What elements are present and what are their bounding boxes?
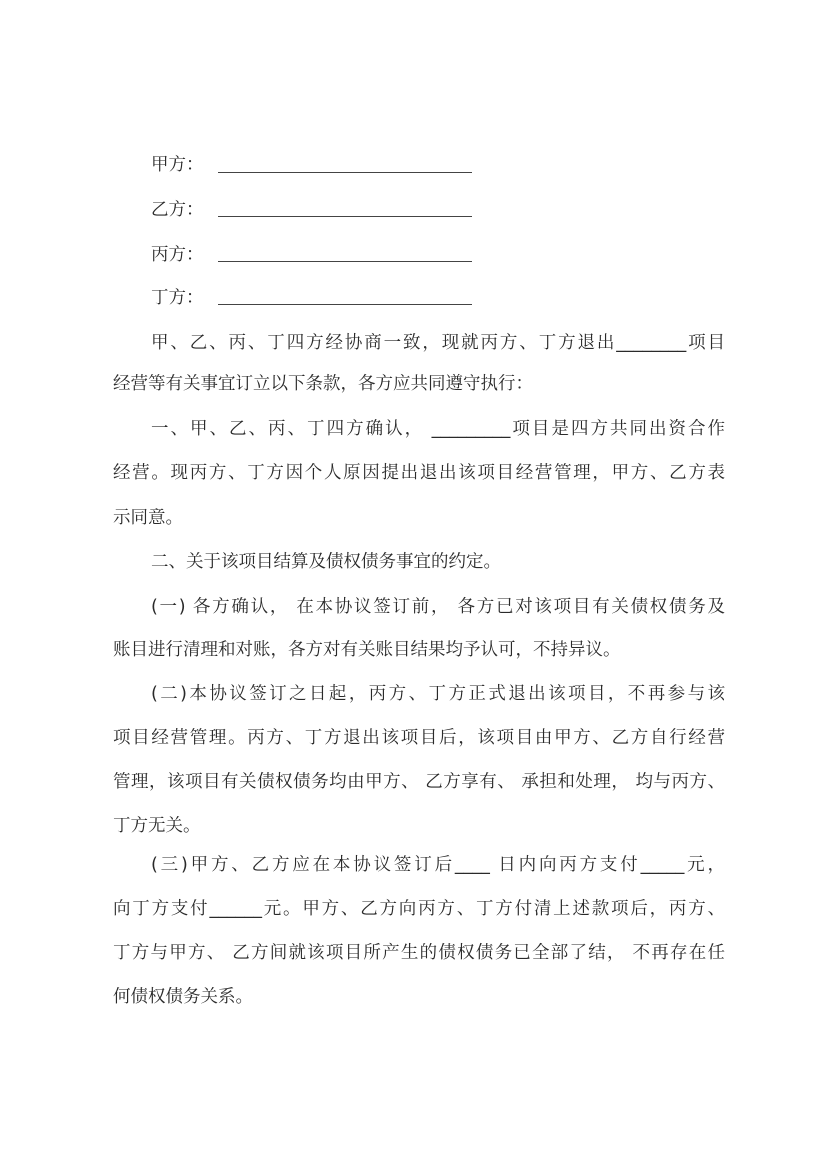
body-line: 何债权债务关系。: [113, 987, 253, 1007]
signature-line: [218, 261, 472, 262]
body-line: (一) 各方确认， 在本协议签订前， 各方已对该项目有关债权债务及: [151, 597, 725, 617]
body-line: (三)甲方、乙方应在本协议签订后____ 日内向丙方支付_____元，: [151, 855, 725, 875]
body-line: 示同意。: [113, 508, 183, 528]
signature-line: [218, 216, 472, 217]
section-heading: 二、关于该项目结算及债权债务事宜的约定。: [151, 552, 501, 572]
body-line: 管理，该项目有关债权债务均由甲方、 乙方享有、 承担和处理， 均与丙方、: [113, 772, 725, 792]
body-line: 经营。现丙方、丁方因个人原因提出退出该项目经营管理，甲方、乙方表: [113, 463, 725, 483]
signature-line: [218, 304, 472, 305]
body-line: 账目进行清理和对账，各方对有关账目结果均予认可，不持异议。: [113, 640, 621, 660]
body-line: 丁方无关。: [113, 816, 201, 836]
body-line: (二)本协议签订之日起，丙方、丁方正式退出该项目，不再参与该: [151, 684, 725, 704]
party-label: 丁方：: [151, 288, 204, 308]
party-label: 甲方：: [151, 155, 204, 175]
party-label: 丙方：: [151, 245, 204, 265]
party-label: 乙方：: [151, 200, 204, 220]
signature-line: [218, 172, 472, 173]
body-line: 一、甲、乙、丙、丁四方确认， _________项目是四方共同出资合作: [151, 419, 725, 439]
body-line: 向丁方支付______元。甲方、乙方向丙方、丁方付清上述款项后，丙方、: [113, 899, 725, 919]
body-line: 项目经营管理。丙方、丁方退出该项目后，该项目由甲方、乙方自行经营: [113, 728, 725, 748]
body-line: 甲、乙、丙、丁四方经协商一致，现就丙方、丁方退出________项目: [151, 333, 725, 353]
body-line: 经营等有关事宜订立以下条款，各方应共同遵守执行：: [113, 374, 533, 394]
body-line: 丁方与甲方、 乙方间就该项目所产生的债权债务已全部了结， 不再存在任: [113, 943, 725, 963]
